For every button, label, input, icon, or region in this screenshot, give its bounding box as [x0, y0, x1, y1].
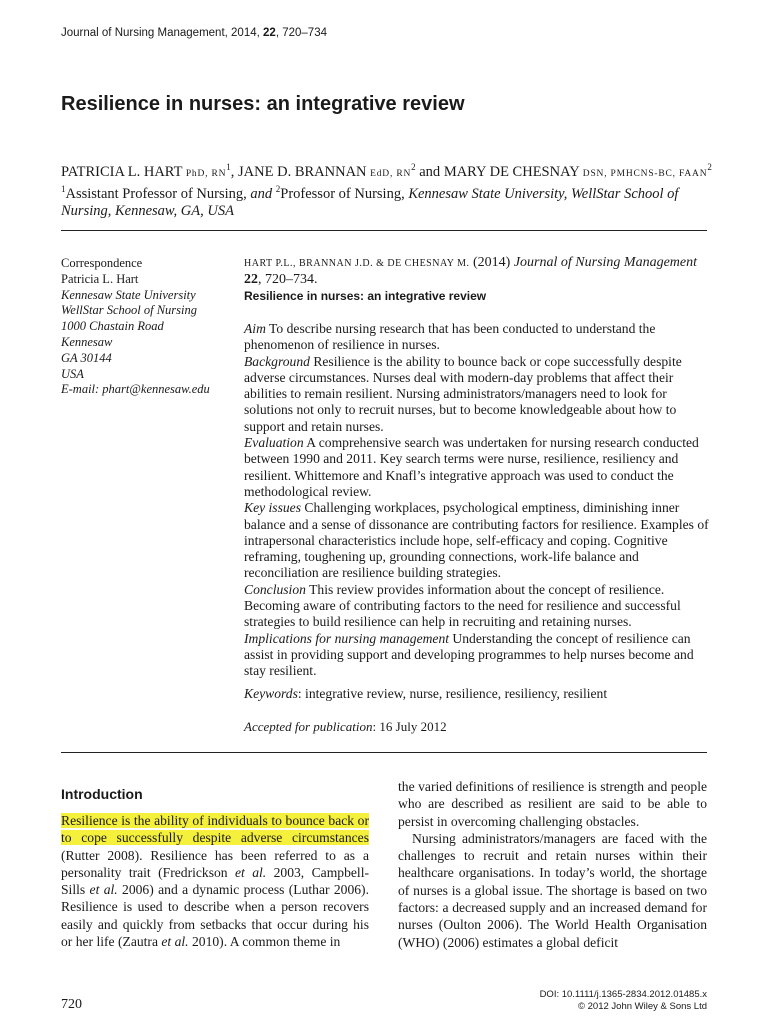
abstract-conclusion [244, 582, 710, 631]
correspondence-block [61, 256, 231, 398]
affil-marker: 2 [275, 184, 281, 194]
journal-header [61, 27, 327, 39]
et-al: et al. [89, 882, 118, 898]
affil-marker: 1 [61, 184, 66, 194]
abstract-label: Aim [244, 321, 266, 336]
citation-year: (2014) [469, 255, 514, 270]
copyright: © 2012 John Wiley & Sons Ltd [578, 1001, 707, 1012]
author-brannan: JANE D. BRANNAN [238, 163, 367, 180]
doi[interactable]: DOI: 10.1111/j.1365-2834.2012.01485.x [539, 989, 707, 1000]
abstract-text: Understanding the concept of resilience can assist in providing support and developing programmes to help nurses become and stay resilient. [244, 630, 694, 679]
abstract-background [244, 354, 710, 435]
correspondence-heading: Correspondence [61, 256, 143, 270]
paragraph: the varied definitions of resilience is strength and people who are described as resilient are said to be able to persist in overcoming challenging obstacles. [398, 779, 707, 829]
author-hart-degree: PhD, RN [185, 168, 227, 179]
section-heading: Introduction [61, 786, 143, 802]
abstract-text: To describe nursing research that has been conducted to understand the phenomenon of resilience in nurses. [244, 321, 656, 353]
author-hart: PATRICIA L. HART [61, 163, 183, 180]
paragraph-text: 2003, Campbell-Sills [61, 864, 369, 898]
journal-volume: 22 [263, 27, 276, 39]
affil-role-2: Professor of Nursing, [280, 185, 409, 202]
affiliations [61, 181, 701, 220]
footer-info [540, 989, 707, 1013]
citation-authors: HART P.L., BRANNAN J.D. & DE CHESNAY M. [244, 258, 470, 269]
body-column-left [61, 812, 369, 950]
abstract-text: This review provides information about the concept of resilience. Becoming aware of contributing factors to the need for resilience and successful strategies to build resilience can help in recruiting and retaining nurses. [244, 581, 681, 630]
page-number: 720 [61, 997, 82, 1012]
paragraph [61, 812, 369, 950]
abstract-text: Resilience is the ability to bounce back or cope successfully despite adverse circumstances. Nurses deal with modern-day problems that affect their abilities to remain resilient. Nursing administrators/managers need to look for solutions not only to recruit nurses, but to become knowledgeable about how to support and retain nurses. [244, 353, 682, 434]
citation-pages: , 720–734. [258, 272, 318, 287]
abstract-evaluation [244, 435, 710, 500]
divider [61, 752, 707, 753]
keywords-text: : integrative review, nurse, resilience, resiliency, resilient [297, 686, 608, 701]
author-brannan-affil: 2 [411, 162, 416, 172]
address-line: GA 30144 [61, 350, 112, 365]
et-al: et al. [161, 934, 189, 950]
affil-institution: Kennesaw State University, WellStar School of Nursing, Kennesaw, GA, USA [61, 185, 679, 219]
abstract-label: Evaluation [244, 435, 304, 451]
accepted-text: : 16 July 2012 [372, 719, 447, 734]
abstract-label: Background [244, 353, 310, 369]
abstract-implications [244, 631, 710, 680]
abstract-label: Implications for nursing management [244, 630, 450, 646]
paragraph: Nursing administrators/managers are faced with the challenges to recruit and retain nurses within their healthcare organisations. In today’s world, the shortage of nurses is a global issue. The shortage is based on two factors: a decreased supply and an increased demand for nurses (Oulton 2006). The World Health Organisation (WHO) (2006) estimates a global deficit [398, 830, 707, 950]
paragraph-text: (Rutter 2008). Resilience has been referred to as a personality trait (Fredrickson [61, 847, 369, 880]
abstract [244, 321, 710, 680]
accepted-label: Accepted for publication [244, 719, 373, 734]
address-line: Kennesaw State University [61, 287, 196, 302]
correspondence-address [61, 288, 231, 399]
accepted-date [244, 719, 447, 735]
author-dechesnay-affil: 2 [707, 162, 712, 172]
affil-role-1: Assistant Professor of Nursing, [65, 185, 251, 202]
journal-name: Journal of Nursing Management, 2014, [61, 27, 260, 39]
citation-journal: Journal of Nursing Management [513, 255, 697, 270]
correspondence-name: Patricia L. Hart [61, 271, 139, 286]
citation-title: Resilience in nurses: an integrative review [244, 289, 487, 303]
address-line: Kennesaw [61, 334, 113, 349]
address-line: USA [61, 366, 84, 381]
author-hart-affil: 1 [226, 162, 231, 172]
address-line: 1000 Chastain Road [61, 319, 164, 334]
et-al: et al. [235, 864, 267, 880]
journal-pages: , 720–734 [275, 27, 327, 39]
abstract-label: Key issues [244, 500, 302, 516]
author-dechesnay: MARY DE CHESNAY [443, 163, 580, 180]
abstract-text: Challenging workplaces, psychological emptiness, diminishing inner balance and a sense of dissonance are contributing factors for resilience. Examples of intrapersonal characteristics include hope, self-efficacy and coping. Cognitive reframing, toughening up, grounding connections, work-life balance and reconciliation are resilience building strategies. [244, 500, 709, 581]
citation [244, 255, 708, 288]
divider [61, 230, 707, 231]
author-separator: and [415, 163, 444, 180]
body-column-right [398, 778, 707, 951]
address-line: WellStar School of Nursing [61, 303, 198, 318]
paragraph-text: 2006) and a dynamic process (Luthar 2006). Resilience is used to describe when a person recovers easily and quickly from setbacks that occur during his or her life (Zautra [61, 882, 369, 950]
affil-and: and [250, 185, 273, 202]
author-brannan-degree: EdD, RN [370, 168, 412, 179]
author-dechesnay-degree: DSN, PMHCNS-BC, FAAN [582, 168, 708, 179]
keywords-label: Keywords [244, 686, 298, 701]
abstract-aim [244, 321, 710, 354]
citation-volume: 22 [244, 272, 258, 287]
author-list [61, 162, 712, 181]
author-separator: , [230, 163, 239, 180]
paragraph-text: 2010). A common theme in [188, 934, 341, 950]
abstract-text: A comprehensive search was undertaken for nursing research conducted between 1990 and 2011. Key search terms were nurse, resilience, resiliency and resilient. Whittemore and Knafl’s integrative approach was used to conduct the methodological review. [244, 435, 699, 499]
keywords [244, 686, 607, 702]
correspondence-email[interactable]: E-mail: phart@kennesaw.edu [61, 382, 210, 397]
highlighted-text: Resilience is the ability of individuals to bounce back or to cope successfully despite adverse circumstances [61, 813, 369, 846]
article-title: Resilience in nurses: an integrative review [61, 93, 465, 115]
abstract-label: Conclusion [244, 581, 306, 597]
abstract-key-issues [244, 500, 710, 581]
